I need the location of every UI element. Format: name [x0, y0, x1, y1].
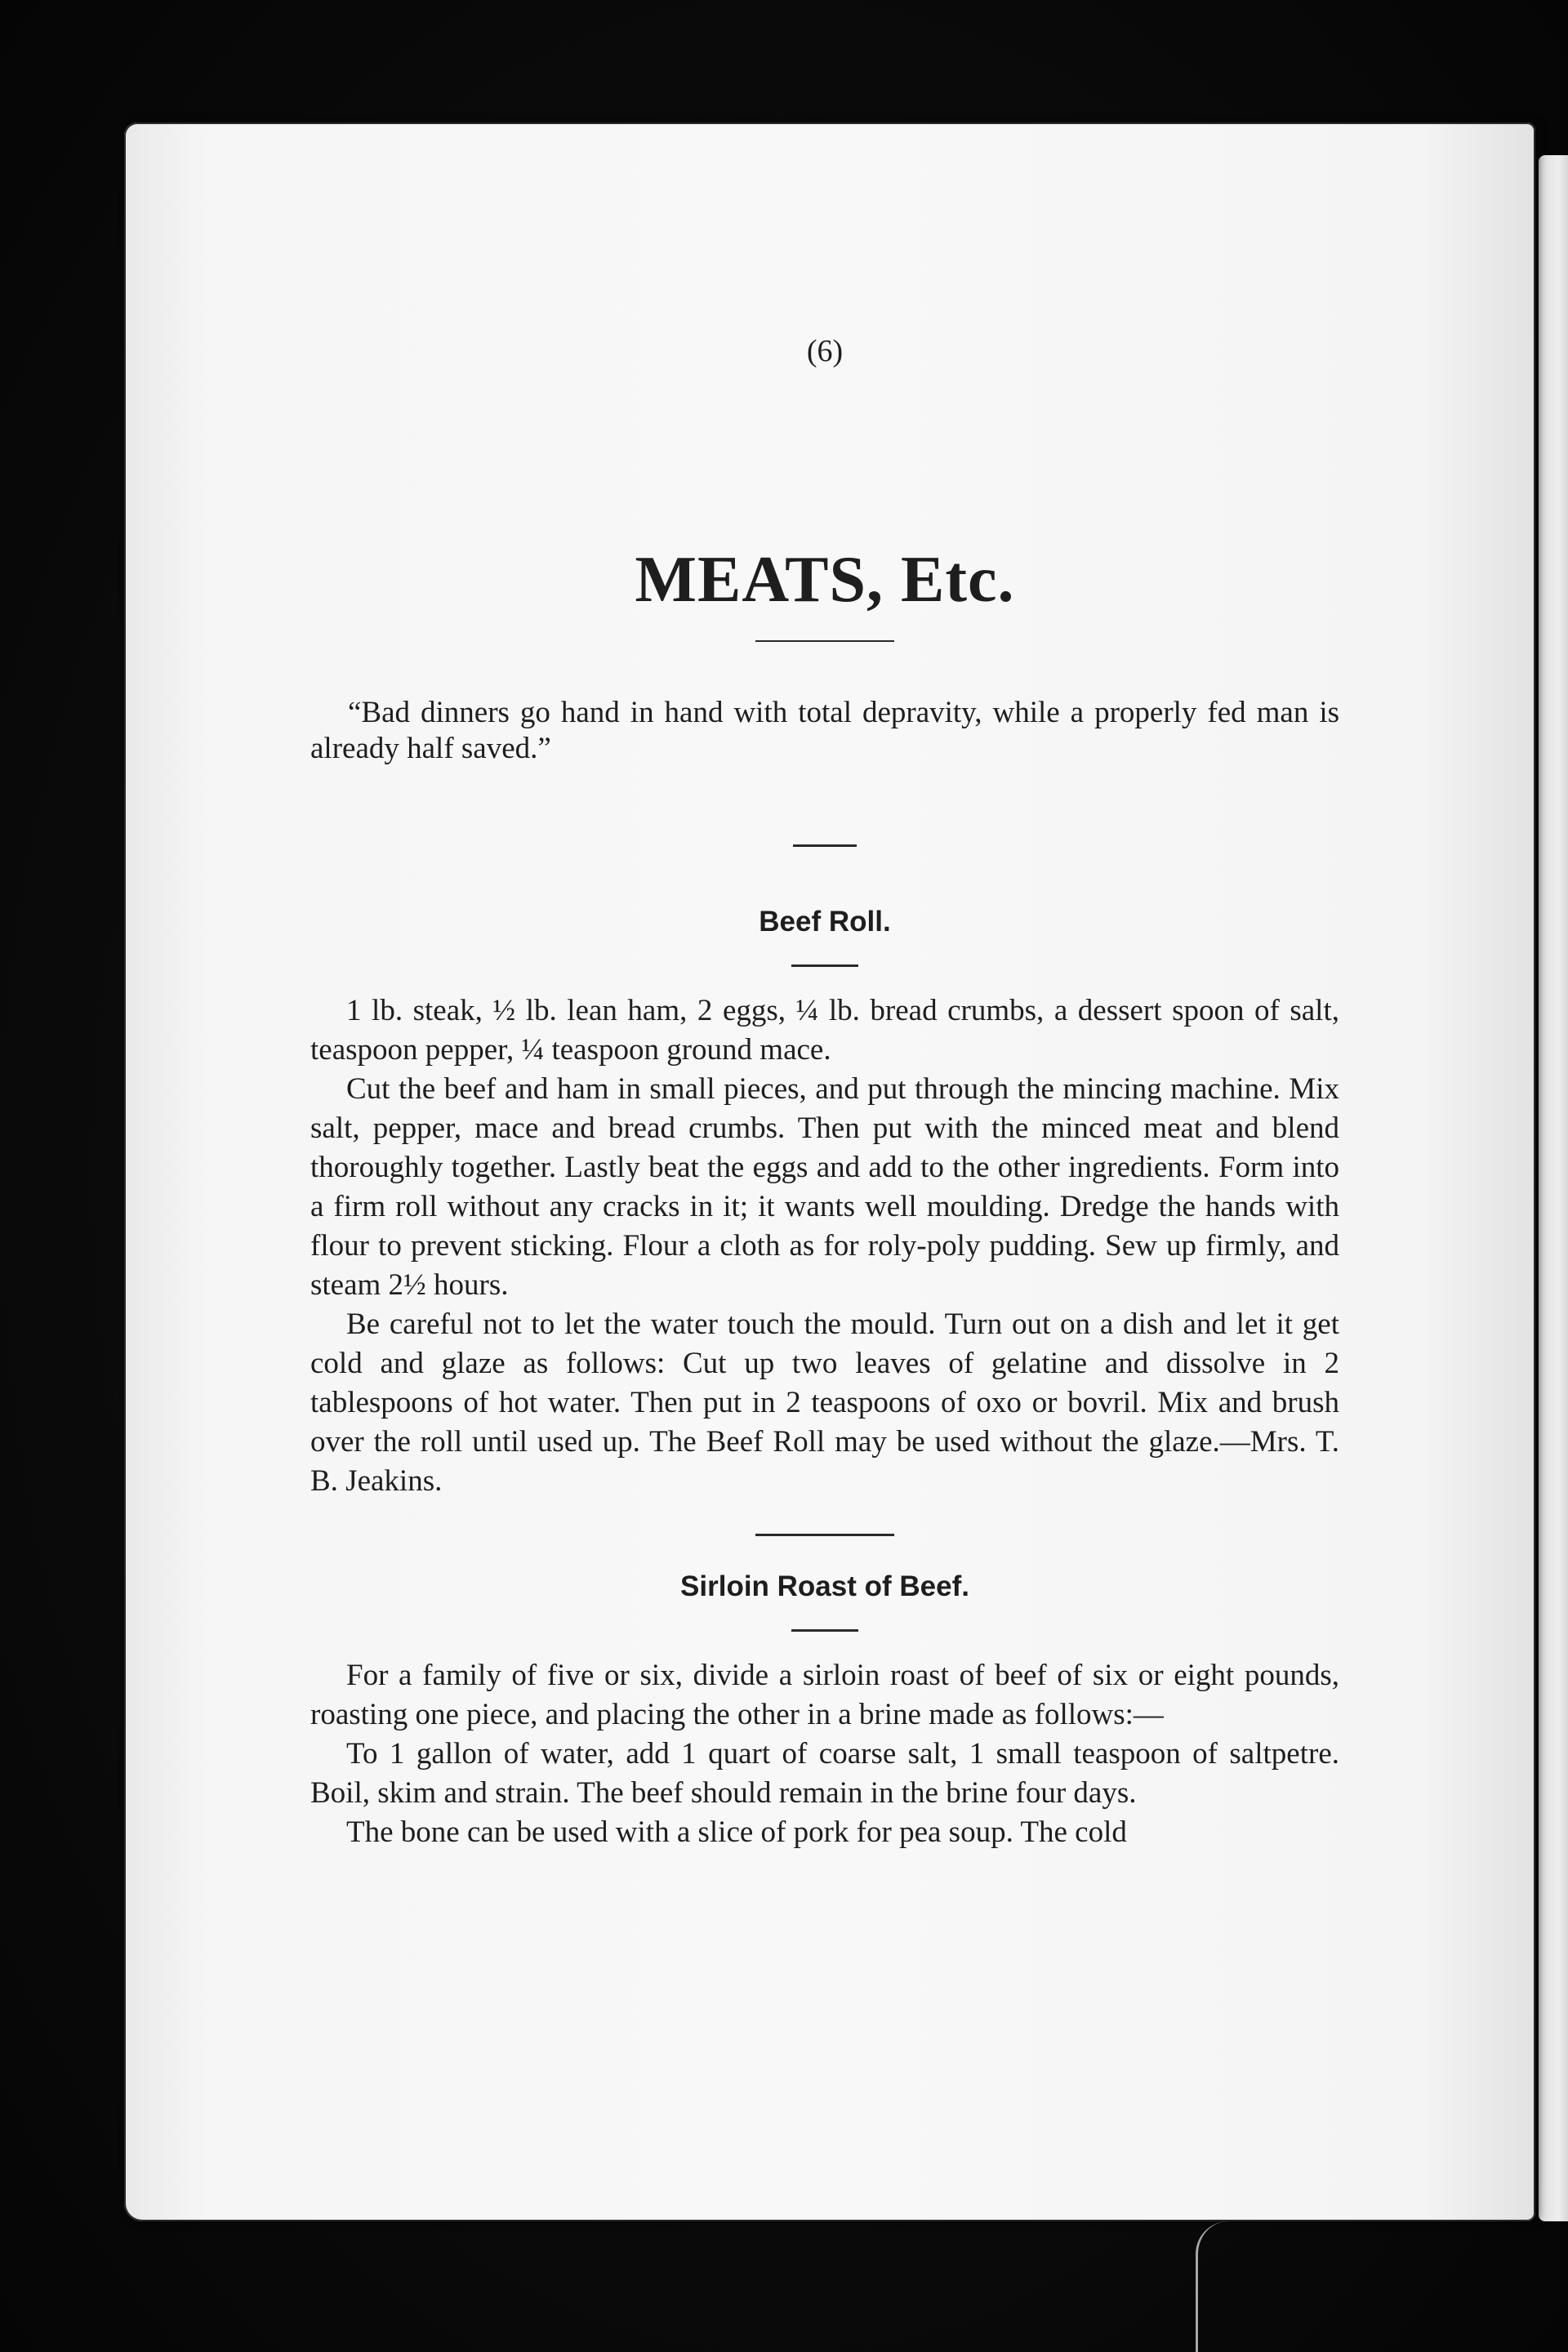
recipe-intro: For a family of five or six, divide a sirloin roast of beef of six or eight pounds, roasting one piece, and placing the other in a brine made as follows:— [310, 1659, 1339, 1731]
recipe-sirloin-roast [310, 1569, 1339, 1852]
recipe-title-rule [791, 964, 858, 967]
recipe-ingredients: 1 lb. steak, ½ lb. lean ham, 2 eggs, ¼ lb. bread crumbs, a dessert spoon of salt, teaspoon pepper, ¼ teaspoon ground mace. [310, 994, 1339, 1067]
adjacent-page-edge [1539, 155, 1568, 2221]
recipe-title-rule [791, 1629, 858, 1632]
binding-curl [1196, 2221, 1237, 2352]
page-content [310, 327, 1339, 1852]
recipe-brine: To 1 gallon of water, add 1 quart of coarse salt, 1 small teaspoon of saltpetre. Boil, skim and strain. The beef should remain in the brine four days. [310, 1737, 1339, 1810]
epigraph-quote: “Bad dinners go hand in hand with total depravity, while a properly fed man is already half saved.” [310, 696, 1339, 765]
recipe-title: Sirloin Roast of Beef. [680, 1570, 969, 1602]
recipe-divider [755, 1534, 894, 1536]
recipe-leftover-note: The bone can be used with a slice of pork for pea soup. The cold [346, 1815, 1127, 1849]
recipe-beef-roll [310, 904, 1339, 1501]
recipe-method: Cut the beef and ham in small pieces, and put through the mincing machine. Mix salt, pepper, mace and bread crumbs. Then put with the minced meat and blend thoroughly together. Lastly beat the eggs and add to the other ingredients. Form into a firm roll without any cracks in it; it wants well moulding. Dredge the hands with flour to prevent sticking. Flour a cloth as for roly-poly pudding. Sew up firmly, and steam 2½ hours. [310, 1072, 1339, 1302]
title-rule [755, 640, 894, 642]
section-divider [793, 844, 857, 847]
recipe-title: Beef Roll. [759, 906, 891, 938]
page-number: (6) [806, 334, 844, 368]
recipe-glaze-note: Be careful not to let the water touch the mould. Turn out on a dish and let it get cold and glaze as follows: Cut up two leaves of gelatine and dissolve in 2 tablespoons of hot water. Then put in 2 teaspoons of oxo or bovril. Mix and brush over the roll until used up. The Beef Roll may be used without the glaze.—Mrs. T. B. Jeakins. [310, 1307, 1339, 1498]
page-title: MEATS, Etc. [635, 544, 1015, 616]
